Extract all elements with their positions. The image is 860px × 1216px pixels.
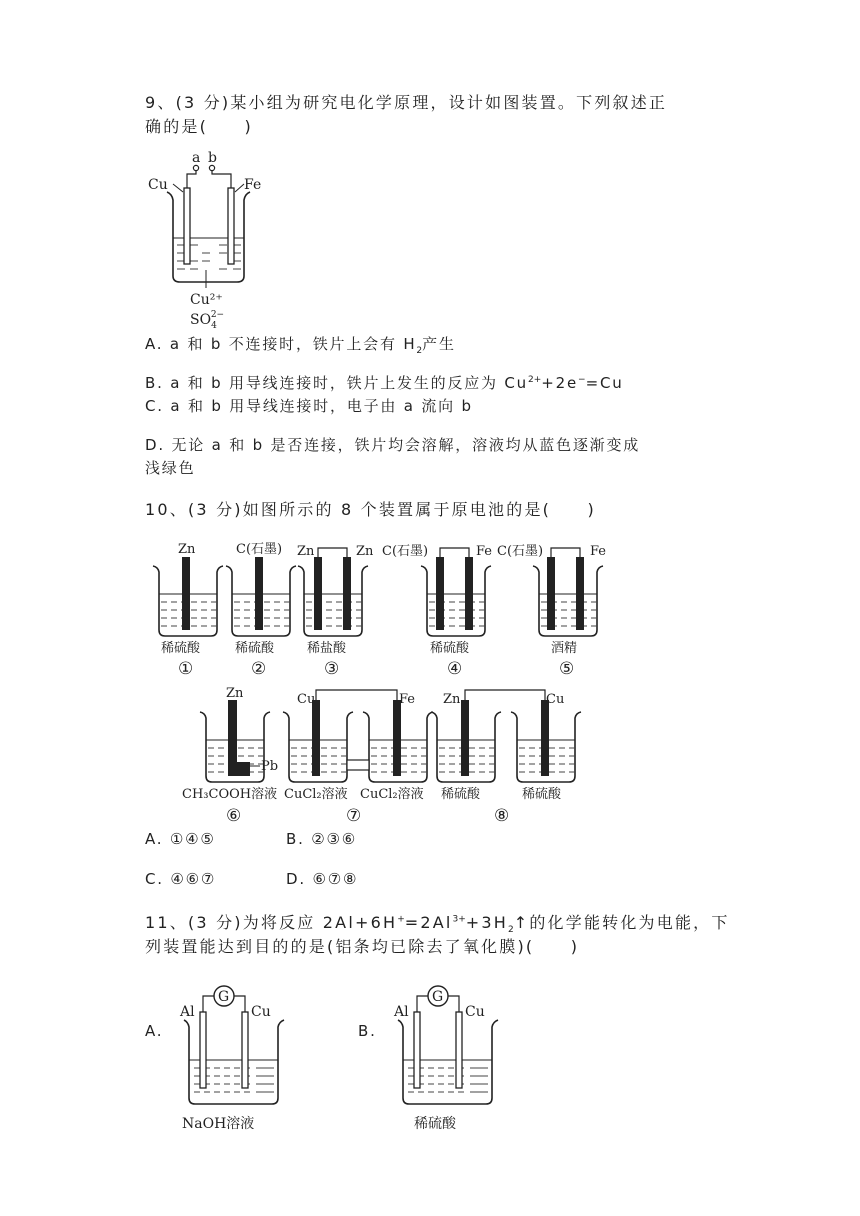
q9-option-d-line2: 浅绿色 (145, 459, 196, 477)
q10-option-c[interactable]: C. ④⑥⑦ (145, 870, 217, 888)
q9-stem-line1: 9、(3 分)某小组为研究电化学原理，设计如图装置。下列叙述正 (145, 93, 668, 112)
q10-d5-number: ⑤ (559, 659, 575, 679)
q11-stem-sup1: + (397, 914, 405, 925)
q11-figure-a (176, 980, 296, 1140)
q11-stem-line2: 列装置能达到目的的是(铝条均已除去了氧化膜)( ) (145, 937, 580, 956)
q9-electrode-cu-label: Cu (148, 177, 168, 193)
q10-d3-electrode2-label: Zn (356, 544, 374, 559)
q10-d1-electrode-label: Zn (178, 542, 196, 557)
q10-d4-electrode2-label: Fe (476, 544, 493, 559)
q9-option-b-sup2: − (578, 375, 586, 385)
q11a-electrode-cu-label: Cu (251, 1004, 271, 1020)
q9-stem-line2: 确的是( ) (145, 117, 253, 136)
q10-d1-solution-label: 稀硫酸 (161, 641, 201, 656)
q10-option-b[interactable]: B. ②③⑥ (286, 830, 357, 848)
q10-device-6 (182, 686, 278, 826)
q11a-electrode-al-label: Al (180, 1004, 195, 1020)
q9-option-b-tail: =Cu (585, 374, 624, 392)
q10-d6-electrode2-label: Pb (261, 759, 279, 774)
q10-d3-solution-label: 稀盐酸 (307, 641, 347, 656)
q10-device-2 (226, 542, 296, 679)
q11a-galvanometer-label: G (218, 989, 230, 1005)
q10-d2-solution-label: 稀硫酸 (235, 641, 275, 656)
q10-device-7 (283, 690, 433, 826)
q9-option-b-text: B. a 和 b 用导线连接时，铁片上发生的反应为 Cu (145, 374, 528, 392)
q10-option-a[interactable]: A. ①④⑤ (145, 830, 216, 848)
q10-d6-solution-label: CH₃COOH溶液 (182, 787, 278, 802)
q10-d5-electrode2-label: Fe (590, 544, 607, 559)
q9-terminal-a-label: a (192, 150, 201, 166)
q10-d7-electrode1-label: Cu (297, 692, 316, 707)
q10-device-5 (497, 544, 606, 679)
q11-option-a-label[interactable]: A. (145, 1022, 164, 1040)
q10-d2-number: ② (251, 659, 267, 679)
q11-figure-b (390, 980, 510, 1140)
q10-d8-number: ⑧ (494, 806, 510, 826)
q10-d7-solution1-label: CuCl₂溶液 (284, 787, 348, 802)
q9-terminal-b-label: b (208, 150, 217, 166)
q10-d3-electrode1-label: Zn (297, 544, 315, 559)
q9-ion-cu2-label: Cu²⁺ (190, 292, 223, 308)
q11-stem-sup2: 3+ (452, 914, 466, 925)
q11-stem-sub: 2 (508, 925, 514, 936)
q10-d4-solution-label: 稀硫酸 (430, 641, 470, 656)
q9-option-d-line1[interactable]: D. 无论 a 和 b 是否连接，铁片均会溶解，溶液均从蓝色逐渐变成 (145, 436, 641, 454)
q10-d8-electrode1-label: Zn (443, 692, 461, 707)
q11-stem-line1 (145, 910, 730, 935)
q9-option-a-tail: 产生 (422, 335, 456, 353)
q9-option-b-mid: +2e (541, 374, 579, 392)
q10-d1-number: ① (178, 659, 194, 679)
q11-stem-part1: 11、(3 分)为将反应 2Al+6H (145, 913, 398, 932)
q10-d6-electrode1-label: Zn (226, 686, 244, 701)
q9-option-a-text: A. a 和 b 不连接时，铁片上会有 H (145, 335, 417, 353)
q11b-electrode-cu-label: Cu (465, 1004, 485, 1020)
q10-d4-number: ④ (447, 659, 463, 679)
q11b-galvanometer-label: G (432, 989, 444, 1005)
q11-stem-part3: +3H (465, 913, 509, 932)
q10-stem: 10、(3 分)如图所示的 8 个装置属于原电池的是( ) (145, 500, 596, 519)
q10-option-d[interactable]: D. ⑥⑦⑧ (286, 870, 359, 888)
q10-d6-number: ⑥ (226, 806, 242, 826)
q10-device-8 (431, 690, 581, 826)
q10-d5-electrode1-label: C(石墨) (497, 544, 544, 559)
q9-option-b-sup1: 2+ (528, 375, 542, 385)
q11a-solution-label: NaOH溶液 (182, 1116, 255, 1132)
q9-option-c[interactable]: C. a 和 b 用导线连接时，电子由 a 流向 b (145, 397, 473, 415)
q10-d7-electrode2-label: Fe (399, 692, 416, 707)
q10-d3-number: ③ (324, 659, 340, 679)
q11b-electrode-al-label: Al (394, 1004, 409, 1020)
q10-device-4 (382, 544, 492, 679)
q10-d2-electrode-label: C(石墨) (236, 542, 283, 557)
q10-device-1 (153, 542, 223, 679)
q9-option-a-sub: 2 (416, 346, 423, 356)
q10-d7-solution2-label: CuCl₂溶液 (360, 787, 424, 802)
q11-stem-part4: ↑的化学能转化为电能，下 (513, 913, 730, 932)
q11b-solution-label: 稀硫酸 (414, 1116, 456, 1132)
q9-ion-so4-label: $SO_42-$ (190, 310, 225, 331)
q11-option-b-label[interactable]: B. (358, 1022, 377, 1040)
q10-d5-solution-label: 酒精 (551, 641, 578, 656)
q9-electrode-fe-label: Fe (244, 177, 262, 193)
q11-stem-part2: =2Al (404, 913, 453, 932)
q10-device-3 (297, 544, 374, 679)
q10-d4-electrode1-label: C(石墨) (382, 544, 429, 559)
q10-d8-solution1-label: 稀硫酸 (441, 787, 481, 802)
q10-d7-number: ⑦ (346, 806, 362, 826)
q10-d8-solution2-label: 稀硫酸 (522, 787, 562, 802)
q10-d8-electrode2-label: Cu (546, 692, 565, 707)
